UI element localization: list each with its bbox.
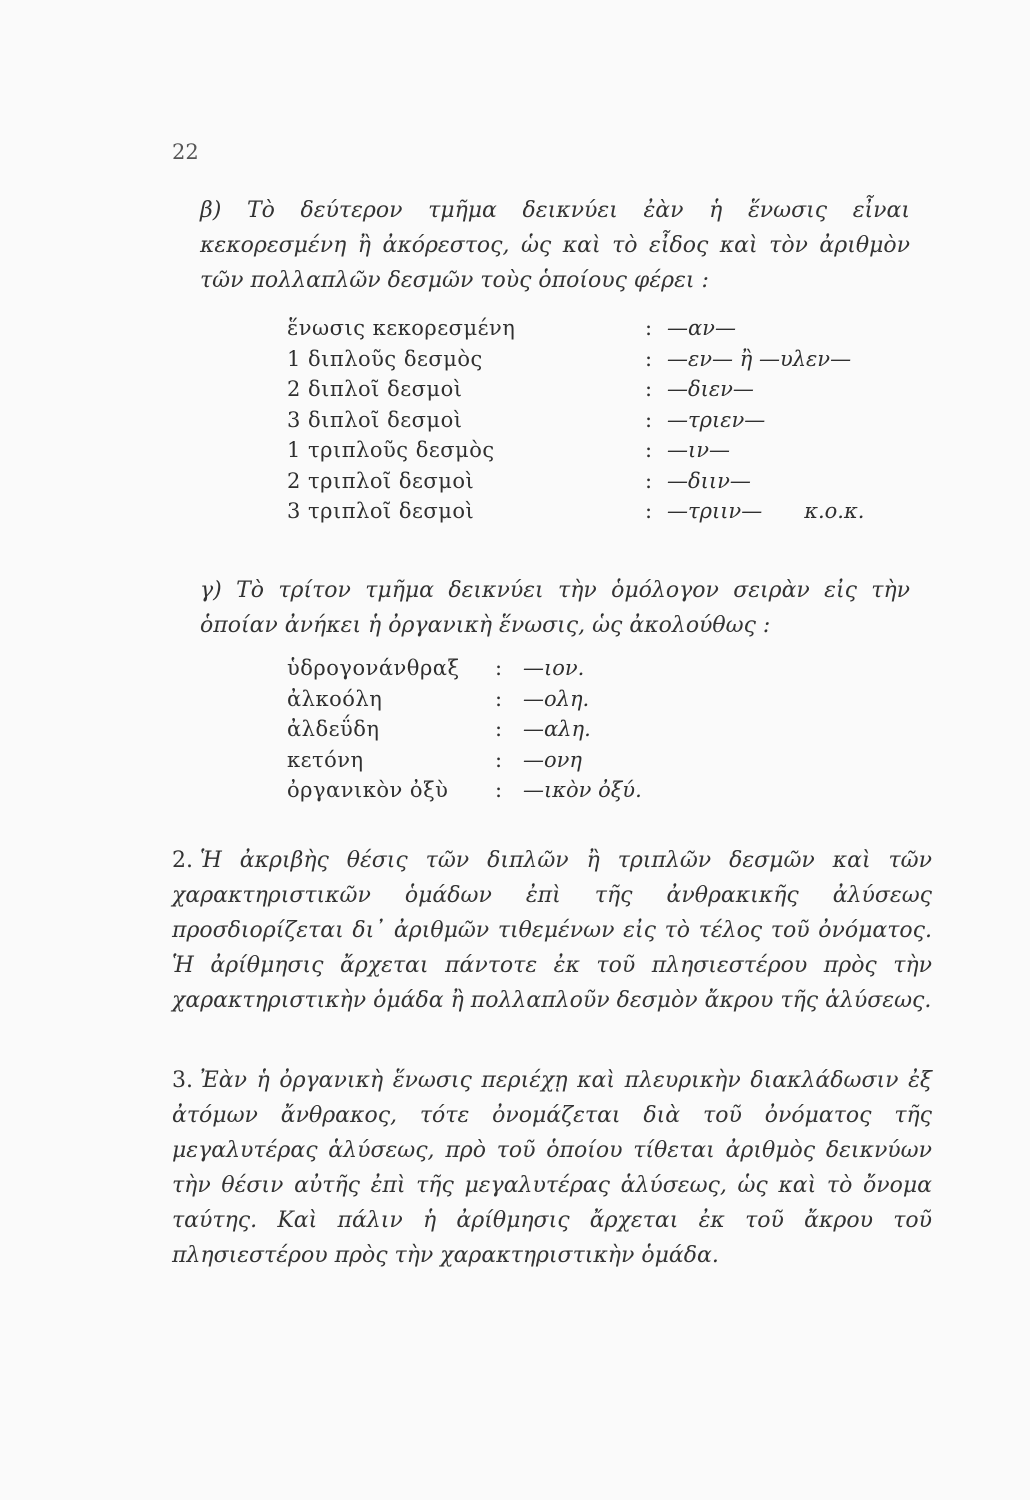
series-label: ἀλκοόλη xyxy=(287,686,383,711)
bond-label: 1 διπλοῦς δεσμὸς xyxy=(287,346,483,371)
bond-label: 2 διπλοῖ δεσμοὶ xyxy=(287,377,463,401)
separator: : xyxy=(645,316,653,340)
bonds-table xyxy=(287,313,864,527)
section-beta-paragraph: β) Τὸ δεύτερον τμῆμα δεικνύει ἐὰν ἡ ἕνωσις εἶναι κεκορεσμένη ἢ ἀκόρεστος, ὡς καὶ τὸ εἶδος καὶ τὸν ἀριθμὸν τῶν πολλαπλῶν δεσμῶν τοὺς ὁποίους φέρει : xyxy=(200,198,910,293)
bond-suffix: —τριεν— xyxy=(667,407,766,432)
table-row xyxy=(287,466,864,497)
separator: : xyxy=(645,468,653,493)
separator: : xyxy=(495,747,503,772)
bond-label: 2 τριπλοῖ δεσμοὶ xyxy=(287,468,475,493)
bond-suffix: —αν— xyxy=(667,316,736,340)
separator: : xyxy=(645,346,653,371)
bond-label: 1 τριπλοῦς δεσμὸς xyxy=(287,438,495,462)
table-row xyxy=(287,745,642,776)
etc-note: κ.ο.κ. xyxy=(804,499,865,523)
table-row xyxy=(287,714,642,745)
table-row xyxy=(287,684,642,715)
section-gamma-paragraph: γ) Τὸ τρίτον τμῆμα δεικνύει τὴν ὁμόλογον σειρὰν εἰς τὴν ὁποίαν ἀνήκει ἡ ὀργανικὴ ἕνωσις, ὡς ἀκολούθως : xyxy=(200,578,910,638)
spacer xyxy=(762,496,804,527)
paragraph-2 xyxy=(172,843,932,1018)
series-label: κετόνη xyxy=(287,747,364,772)
bond-label: 3 διπλοῖ δεσμοὶ xyxy=(287,407,463,432)
page-number: 22 xyxy=(172,140,199,164)
table-row xyxy=(287,435,864,466)
paragraph-3 xyxy=(172,1063,932,1273)
table-row xyxy=(287,653,642,684)
series-suffix: —ιον. xyxy=(523,656,585,680)
bond-suffix: —διεν— xyxy=(667,377,754,401)
bond-label: 3 τριπλοῖ δεσμοὶ xyxy=(287,499,475,523)
separator: : xyxy=(495,686,503,711)
bond-suffix: —διιν— xyxy=(667,468,751,493)
series-suffix: —ονη xyxy=(523,747,582,772)
paragraph-text: Ἐὰν ἡ ὀργανικὴ ἕνωσις περιέχῃ καὶ πλευρικὴν διακλάδωσιν ἐξ ἀτόμων ἄνθρακος, τότε ὀνομάζεται διὰ τοῦ ὀνόματος τῆς μεγαλυτέρας ἁλύσεως, πρὸ τοῦ ὁποίου τίθεται ἀριθμὸς δεικνύων τὴν θέσιν αὐτῆς ἐπὶ τῆς μεγαλυτέρας ἁλύσεως, ὡς καὶ τὸ ὄνομα ταύτης. Καὶ πάλιν ἡ ἀρίθμησις ἄρχεται ἐκ τοῦ ἄκρου τοῦ πλησιεστέρου πρὸς τὴν χαρακτηριστικὴν ὁμάδα. xyxy=(172,1068,932,1268)
bond-suffix: —ιν— xyxy=(667,438,730,462)
series-label: ὀργανικὸν ὀξὺ xyxy=(287,778,449,802)
separator: : xyxy=(495,717,503,741)
table-row xyxy=(287,405,864,436)
separator: : xyxy=(645,377,653,401)
table-row xyxy=(287,344,864,375)
series-suffix: —αλη. xyxy=(523,717,591,741)
series-suffix: —ικὸν ὀξύ. xyxy=(523,778,642,802)
table-row xyxy=(287,313,864,344)
paragraph-number: 2. xyxy=(172,848,193,873)
separator: : xyxy=(645,499,653,523)
table-row xyxy=(287,775,642,806)
separator: : xyxy=(495,778,503,802)
paragraph-number: 3. xyxy=(172,1068,193,1093)
table-row xyxy=(287,496,864,527)
separator: : xyxy=(645,407,653,432)
bond-suffix: —εν— ἢ —υλεν— xyxy=(667,346,852,371)
paragraph-text: Ἡ ἀκριβὴς θέσις τῶν διπλῶν ἢ τριπλῶν δεσμῶν καὶ τῶν χαρακτηριστικῶν ὁμάδων ἐπὶ τῆς ἀνθρακικῆς ἀλύσεως προσδιορίζεται δι᾽ ἀριθμῶν τιθεμένων εἰς τὸ τέλος τοῦ ὀνόματος. Ἡ ἀρίθμησις ἄρχεται πάντοτε ἐκ τοῦ πλησιεστέρου πρὸς τὴν χαρακτηριστικὴν ὁμάδα ἢ πολλαπλοῦν δεσμὸν ἄκρου τῆς ἁλύσεως. xyxy=(172,848,932,1013)
bond-suffix: —τριιν— xyxy=(667,499,763,523)
separator: : xyxy=(495,656,503,680)
series-suffix: —ολη. xyxy=(523,686,590,711)
series-label: ἀλδεΰδη xyxy=(287,717,380,741)
series-label: ὑδρογονάνθραξ xyxy=(287,656,460,680)
bond-label: ἕνωσις κεκορεσμένη xyxy=(287,316,516,340)
separator: : xyxy=(645,438,653,462)
homologous-series-table xyxy=(287,653,642,806)
table-row xyxy=(287,374,864,405)
